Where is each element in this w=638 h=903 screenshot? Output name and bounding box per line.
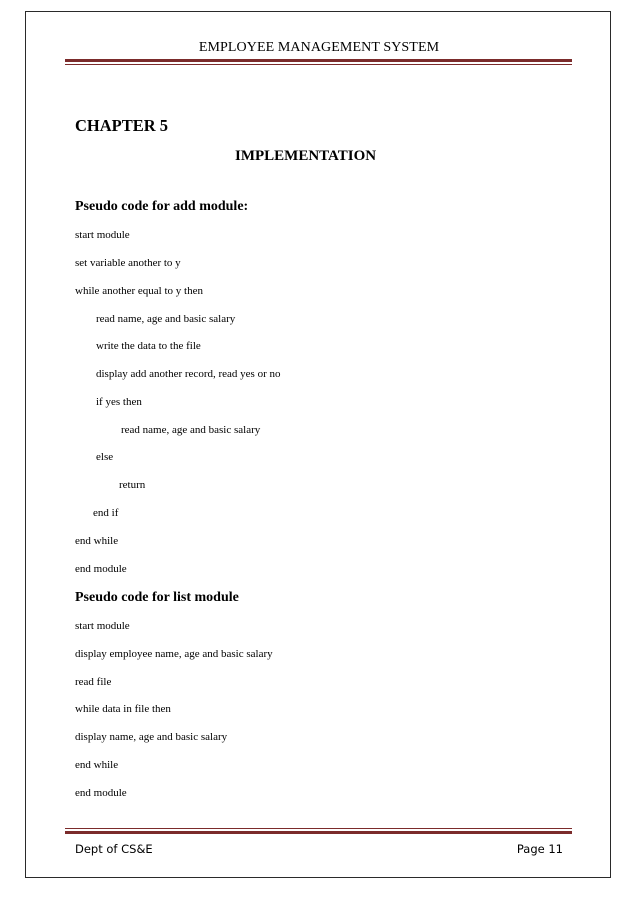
add-code-line: display add another record, read yes or no [96,368,281,380]
chapter-title: IMPLEMENTATION [235,148,377,164]
add-code-line: return [119,479,146,491]
add-code-line: if yes then [96,396,142,408]
add-code-line: set variable another to y [75,257,181,269]
footer-rule-thin [65,828,572,829]
footer-page-number: Page 11 [516,842,563,856]
add-code-line: read name, age and basic salary [121,424,261,436]
add-code-line: end if [93,507,119,519]
add-code-line: end module [75,563,127,575]
add-code-line: end while [75,535,119,547]
list-code-line: start module [75,620,130,632]
list-code-line: end while [75,759,119,771]
header-rule-thin [65,64,572,65]
list-module-heading: Pseudo code for list module [75,590,239,605]
add-code-line: read name, age and basic salary [96,313,236,325]
add-code-line: start module [75,229,130,241]
list-code-line: end module [75,787,127,799]
footer-department: Dept of CS&E [75,842,153,856]
list-code-line: display name, age and basic salary [75,731,228,743]
header-title: EMPLOYEE MANAGEMENT SYSTEM [198,40,440,55]
list-code-line: read file [75,676,112,688]
header-rule [65,59,572,62]
add-code-line: while another equal to y then [75,285,203,297]
chapter-label: CHAPTER 5 [75,116,169,135]
list-code-line: while data in file then [75,703,171,715]
footer-rule [65,831,572,834]
add-module-heading: Pseudo code for add module: [75,199,249,214]
add-code-line: write the data to the file [96,340,201,352]
list-code-line: display employee name, age and basic salary [75,648,273,660]
page-border [25,11,611,878]
add-code-line: else [96,451,114,463]
